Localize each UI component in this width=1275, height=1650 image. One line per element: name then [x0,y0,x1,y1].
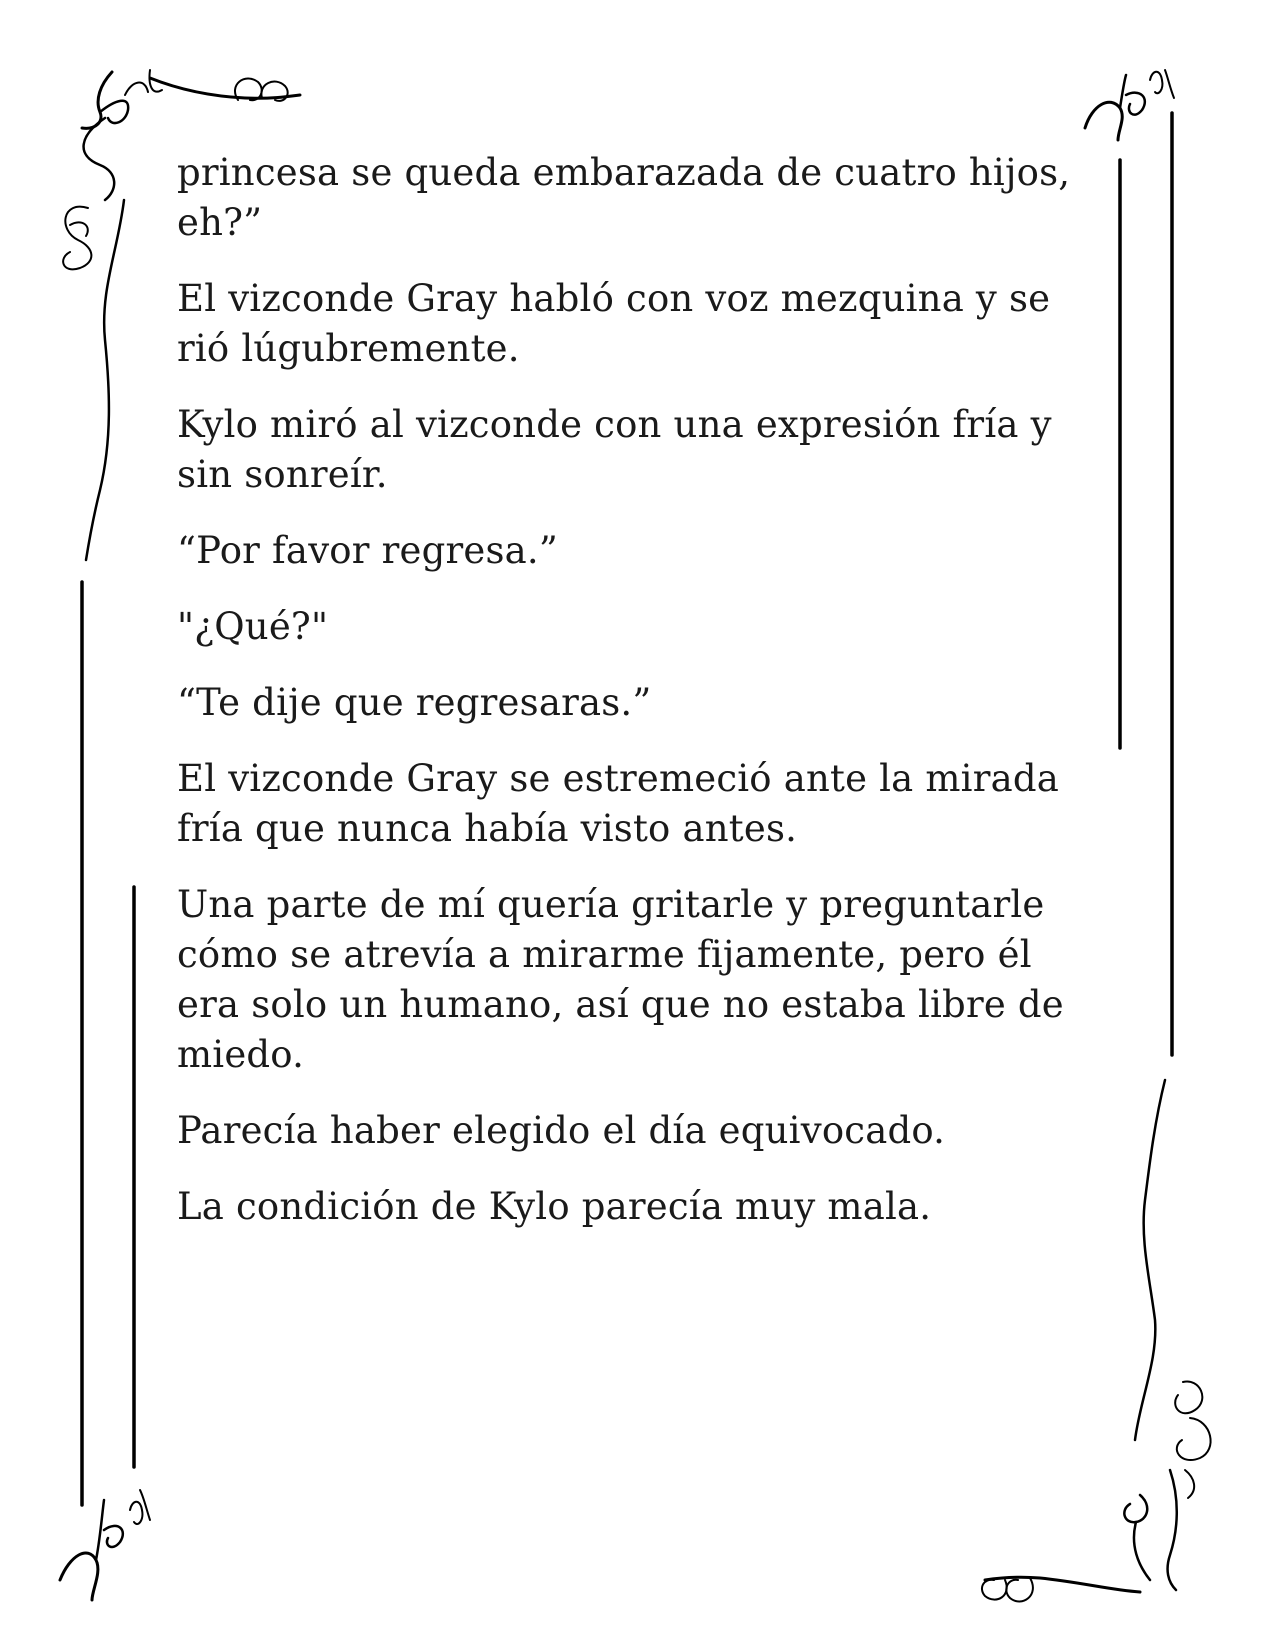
paragraph: princesa se queda embarazada de cuatro hijos, eh?” [177,151,1071,244]
paragraph: “Te dije que regresaras.” [177,681,652,724]
paragraph: El vizconde Gray se estremeció ante la mirada fría que nunca había visto antes. [177,757,1060,850]
paragraph: El vizconde Gray habló con voz mezquina y se rió lúgubremente. [177,277,1051,370]
paragraph: "¿Qué?" [177,605,329,648]
paragraph: Parecía haber elegido el día equivocado. [177,1109,946,1152]
body-text [177,148,1087,1258]
paragraph: La condición de Kylo parecía muy mala. [177,1185,932,1228]
paragraph: Una parte de mí quería gritarle y preguntarle cómo se atrevía a mirarme fijamente, pero él era solo un humano, así que no estaba libre de miedo. [177,883,1064,1076]
paragraph: “Por favor regresa.” [177,529,558,572]
top-right-flourish-icon [1085,70,1174,140]
paragraph: Kylo miró al vizconde con una expresión fría y sin sonreír. [177,403,1052,496]
bottom-left-flourish-icon [60,1490,150,1600]
